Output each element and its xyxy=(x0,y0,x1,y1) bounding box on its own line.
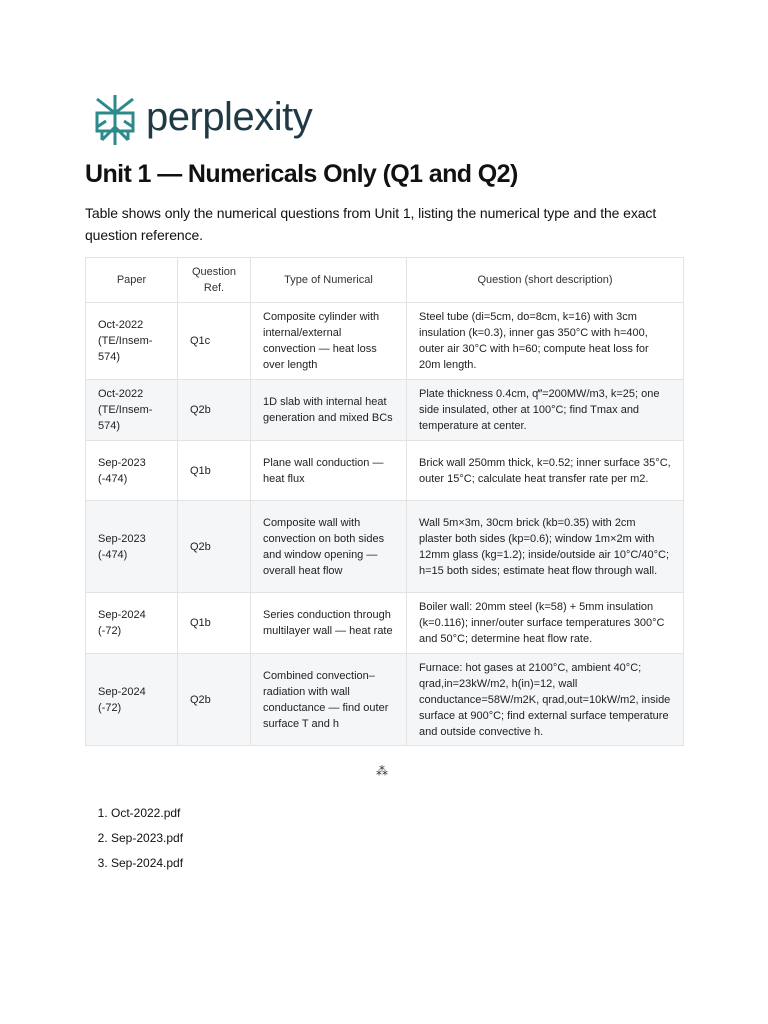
perplexity-mark-icon xyxy=(94,94,136,146)
cell-paper: Sep-2023 (-474) xyxy=(86,441,178,501)
table-row xyxy=(86,501,684,593)
section-separator: ⁂ xyxy=(376,764,388,778)
table-row xyxy=(86,441,684,501)
cell-paper: Sep-2024 (-72) xyxy=(86,593,178,654)
cell-description: Furnace: hot gases at 2100°C, ambient 40°C; qrad,in=23kW/m2, h(in)=12, wall conductance=58W/m2K, qrad,out=10kW/m2, inside surface at 900°C; find external surface temperature and outside convective h. xyxy=(407,654,684,746)
cell-question-ref: Q2b xyxy=(178,501,251,593)
cell-question-ref: Q1b xyxy=(178,441,251,501)
table-header-row xyxy=(86,258,684,303)
cell-description: Steel tube (di=5cm, do=8cm, k=16) with 3cm insulation (k=0.3), inner gas 350°C with h=400, outer air 30°C with h=60; compute heat loss for 20m length. xyxy=(407,303,684,380)
cell-type: Series conduction through multilayer wall — heat rate xyxy=(251,593,407,654)
cell-paper: Sep-2023 (-474) xyxy=(86,501,178,593)
cell-type: Plane wall conduction — heat flux xyxy=(251,441,407,501)
cell-paper: Oct-2022 (TE/Insem-574) xyxy=(86,303,178,380)
source-item: 2. Sep-2023.pdf xyxy=(111,826,183,851)
cell-description: Boiler wall: 20mm steel (k=58) + 5mm insulation (k=0.116); inner/outer surface temperatures 300°C and 50°C; determine heat flow rate. xyxy=(407,593,684,654)
header-question-ref: Question Ref. xyxy=(178,258,251,303)
cell-question-ref: Q1b xyxy=(178,593,251,654)
cell-type: Composite wall with convection on both sides and window opening — overall heat flow xyxy=(251,501,407,593)
header-description: Question (short description) xyxy=(407,258,684,303)
numericals-table xyxy=(85,257,684,746)
cell-description: Brick wall 250mm thick, k=0.52; inner surface 35°C, outer 15°C; calculate heat transfer rate per m2. xyxy=(407,441,684,501)
perplexity-logo xyxy=(94,94,312,146)
source-item: 1. Oct-2022.pdf xyxy=(111,801,183,826)
cell-question-ref: Q2b xyxy=(178,380,251,441)
cell-question-ref: Q2b xyxy=(178,654,251,746)
sources-list xyxy=(85,801,183,876)
cell-type: Composite cylinder with internal/external convection — heat loss over length xyxy=(251,303,407,380)
brand-name: perplexity xyxy=(146,95,313,139)
source-item: 3. Sep-2024.pdf xyxy=(111,851,183,876)
cell-paper: Sep-2024 (-72) xyxy=(86,654,178,746)
page-title: Unit 1 — Numericals Only (Q1 and Q2) xyxy=(85,160,518,188)
table-row xyxy=(86,303,684,380)
header-type: Type of Numerical xyxy=(251,258,407,303)
table-row xyxy=(86,593,684,654)
cell-description: Plate thickness 0.4cm, q‴=200MW/m3, k=25; one side insulated, other at 100°C; find Tmax and temperature at center. xyxy=(407,380,684,441)
cell-question-ref: Q1c xyxy=(178,303,251,380)
table-row xyxy=(86,380,684,441)
cell-type: Combined convection–radiation with wall conductance — find outer surface T and h xyxy=(251,654,407,746)
header-paper: Paper xyxy=(86,258,178,303)
intro-paragraph: Table shows only the numerical questions from Unit 1, listing the numerical type and the exact question reference. xyxy=(85,205,657,243)
cell-description: Wall 5m×3m, 30cm brick (kb=0.35) with 2cm plaster both sides (kp=0.6); window 1m×2m with 12mm glass (kg=1.2); inside/outside air 10°C/40°C; h=15 both sides; estimate heat flow through wall. xyxy=(407,501,684,593)
table-row xyxy=(86,654,684,746)
cell-type: 1D slab with internal heat generation and mixed BCs xyxy=(251,380,407,441)
cell-paper: Oct-2022 (TE/Insem-574) xyxy=(86,380,178,441)
